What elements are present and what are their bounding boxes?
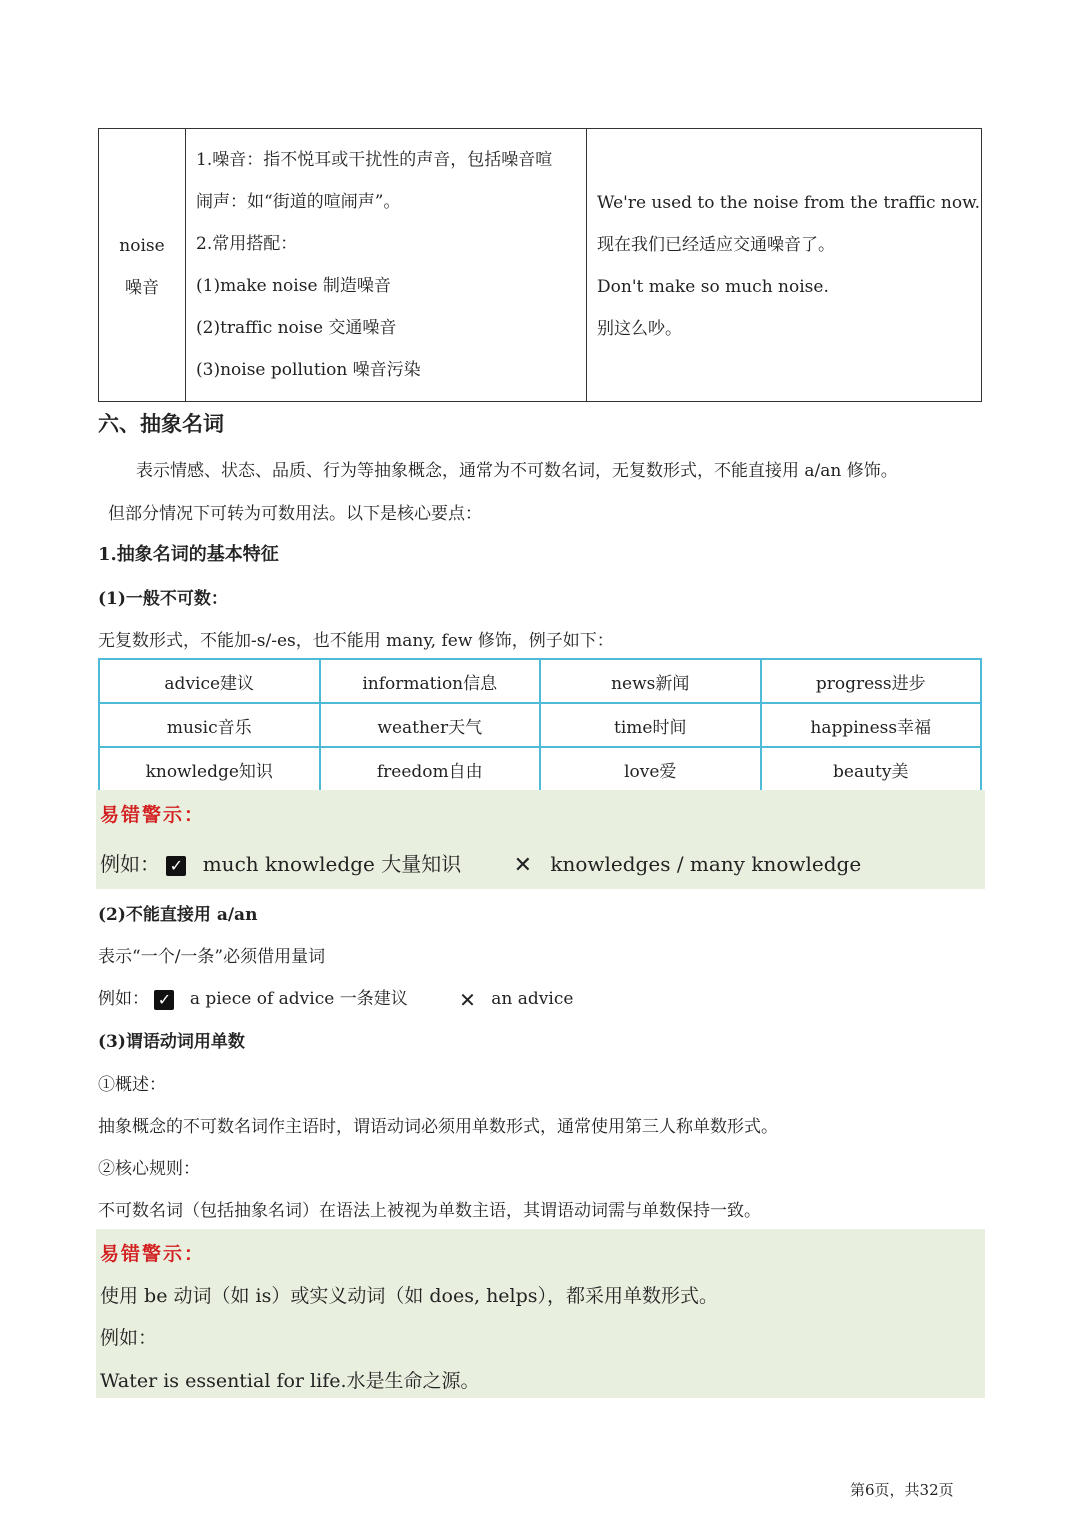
- meaning-line: 2.常用搭配：: [196, 234, 298, 254]
- example-line: 现在我们已经适应交通噪音了。: [597, 235, 835, 255]
- warning-example: [100, 848, 861, 878]
- check-icon: ✓: [154, 990, 174, 1010]
- point-3-title: (3)谓语动词用单数: [98, 1032, 245, 1052]
- example-line: 别这么吵。: [597, 319, 682, 339]
- example-line: We're used to the noise from the traffic now.: [597, 193, 981, 213]
- intro-line-1: 表示情感、状态、品质、行为等抽象概念，通常为不可数名词，无复数形式，不能直接用 a/an 修饰。: [136, 461, 898, 481]
- overview-text: 抽象概念的不可数名词作主语时，谓语动词必须用单数形式，通常使用第三人称单数形式。: [98, 1117, 778, 1137]
- correct-usage: much knowledge 大量知识: [202, 852, 462, 876]
- wrong-usage: knowledges / many knowledge: [550, 852, 862, 876]
- rule-text: 不可数名词（包括抽象名词）在语法上被视为单数主语，其谓语动词需与单数保持一致。: [98, 1201, 761, 1221]
- meaning-line: 闹声：如“街道的喧闹声”。: [196, 192, 401, 212]
- point-1-title: (1)一般不可数：: [98, 589, 228, 609]
- example-cell: [587, 129, 982, 402]
- table-row: [99, 659, 981, 703]
- cross-icon: ✕: [459, 987, 476, 1012]
- example-line: Don't make so much noise.: [597, 277, 829, 297]
- table-cell: love爱: [540, 747, 761, 791]
- section-title: 六、抽象名词: [98, 411, 224, 436]
- warning-title: 易错警示：: [100, 804, 206, 826]
- table-cell: freedom自由: [320, 747, 541, 791]
- warning-line: Water is essential for life.水是生命之源。: [100, 1370, 480, 1392]
- check-icon: ✓: [166, 856, 186, 876]
- subsection-title-1: 1.抽象名词的基本特征: [98, 544, 279, 565]
- point-2-text: 表示“一个/一条”必须借用量词: [98, 947, 326, 967]
- warning-line: 使用 be 动词（如 is）或实义动词（如 does, helps），都采用单数形式。: [100, 1285, 719, 1307]
- warning-box-2: [96, 1229, 985, 1398]
- point-2-example: [98, 984, 573, 1012]
- table-cell: information信息: [320, 659, 541, 703]
- wrong-usage: an advice: [491, 989, 574, 1009]
- word-cn: 噪音: [125, 278, 159, 298]
- example-prefix: 例如：: [98, 989, 149, 1009]
- meaning-cell: [186, 129, 587, 402]
- table-cell: knowledge知识: [99, 747, 320, 791]
- intro-line-2: 但部分情况下可转为可数用法。以下是核心要点：: [108, 504, 482, 524]
- table-cell: weather天气: [320, 703, 541, 747]
- table-row: [99, 747, 981, 791]
- table-cell: happiness幸福: [761, 703, 982, 747]
- meaning-line: (3)noise pollution 噪音污染: [196, 360, 421, 380]
- table-row: [99, 703, 981, 747]
- word-en: noise: [119, 236, 165, 256]
- meaning-line: (1)make noise 制造噪音: [196, 276, 391, 296]
- table-cell: news新闻: [540, 659, 761, 703]
- warning-box-1: [96, 790, 985, 889]
- meaning-line: 1.噪音：指不悦耳或干扰性的声音，包括噪音喧: [196, 150, 553, 170]
- warning-title: 易错警示：: [100, 1243, 206, 1265]
- meaning-line: (2)traffic noise 交通噪音: [196, 318, 397, 338]
- table-cell: music音乐: [99, 703, 320, 747]
- table-cell: beauty美: [761, 747, 982, 791]
- table-cell: time时间: [540, 703, 761, 747]
- noise-table: [98, 128, 982, 402]
- table-cell: progress进步: [761, 659, 982, 703]
- overview-label: ①概述：: [98, 1075, 166, 1095]
- point-2-title: (2)不能直接用 a/an: [98, 905, 258, 925]
- rule-label: ②核心规则：: [98, 1159, 200, 1179]
- correct-usage: a piece of advice 一条建议: [189, 989, 408, 1009]
- example-prefix: 例如：: [100, 852, 160, 876]
- warning-line: 例如：: [100, 1327, 158, 1349]
- point-1-text: 无复数形式，不能加-s/-es，也不能用 many, few 修饰，例子如下：: [98, 631, 614, 651]
- page-footer: 第6页，共32页: [850, 1481, 954, 1499]
- table-cell: advice建议: [99, 659, 320, 703]
- cross-icon: ✕: [513, 853, 532, 878]
- uncountable-words-table: [98, 658, 982, 792]
- word-cell: [99, 129, 186, 402]
